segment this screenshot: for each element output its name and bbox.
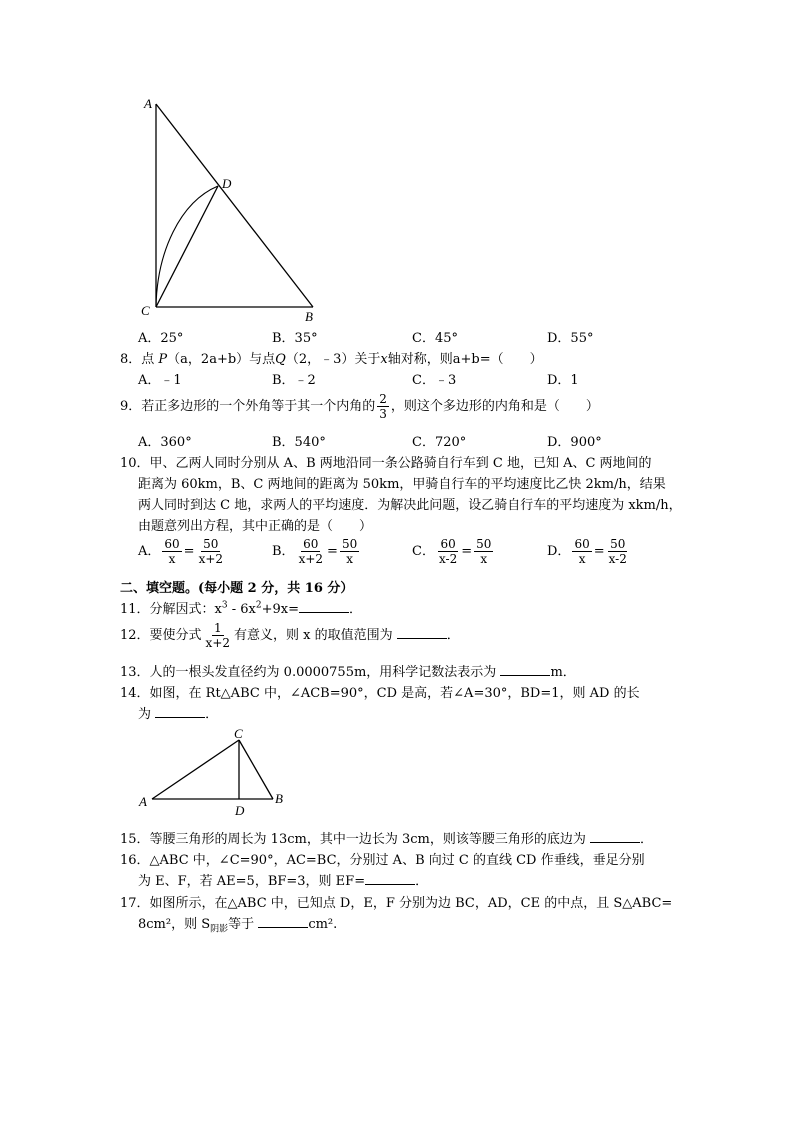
q10-c-rd: x (480, 552, 488, 566)
q10-option-c-label: C． (412, 544, 435, 559)
question-9 (120, 392, 599, 421)
q9-frac-num: 2 (379, 392, 387, 406)
q7-option-a: A．25° (138, 331, 184, 346)
q9-fraction (377, 392, 389, 421)
q16-line-2-text: 为 E、F，若 AE=5，BF=3，则 EF= (138, 874, 366, 889)
q8-tail: 轴对称，则a+b=（ ） (387, 352, 543, 367)
question-11 (120, 598, 362, 617)
q10-a-left-frac (162, 537, 181, 566)
q10-d-ln: 60 (574, 537, 590, 551)
q10-b-right-frac (340, 537, 359, 566)
q10-c-ld: x-2 (438, 552, 458, 566)
q10-d-left-frac (572, 537, 591, 566)
q10-a-ld: x (168, 552, 176, 566)
segment-ac (152, 740, 239, 799)
q10-line-3: 两人同时到达 C 地，求两人的平均速度．为解决此问题，设乙骑自行车的平均速度为 xkm/h， (138, 498, 682, 513)
label-b: B (275, 791, 283, 806)
q10-c-left-frac (437, 537, 459, 566)
q17-sub: 阴影 (210, 924, 229, 935)
q14-line-2-text: 为 (138, 707, 152, 722)
question-8 (120, 348, 543, 367)
q17-line-1: 17．如图所示，在△ABC 中，已知点 D，E，F 分别为边 BC，AD，CE 的中点，且 S△ABC= (120, 896, 673, 911)
question-15 (120, 828, 653, 847)
q10-c-right-frac (474, 537, 493, 566)
q17-line-2b: 等于 (228, 917, 255, 932)
q11-after: +9x= (261, 602, 299, 617)
q11-before: 11．分解因式：x (120, 602, 222, 617)
q10-a-rn: 50 (203, 537, 219, 551)
figure-triangle-abc-arc (135, 92, 335, 327)
q15-before: 15．等腰三角形的周长为 13cm，其中一边长为 3cm，则该等腰三角形的底边为 (120, 832, 586, 847)
q10-d-rd: x-2 (608, 552, 627, 566)
q8-option-b: B．﹣2 (272, 373, 316, 388)
segment-ab (156, 104, 313, 307)
q8-option-c: C．﹣3 (412, 373, 457, 388)
q9-text-after: ，则这个多边形的内角和是（ ） (390, 399, 599, 414)
q10-c-eq: = (461, 544, 473, 559)
q10-option-a-label: A． (138, 544, 161, 559)
q12-frac-num: 1 (213, 621, 222, 635)
q12-frac-den: x+2 (205, 636, 231, 650)
q17-answer-blank[interactable] (258, 915, 308, 928)
label-d: D (222, 176, 232, 191)
q10-c-rn: 50 (476, 537, 492, 551)
q10-b-eq: = (327, 544, 338, 559)
q10-option-c (412, 537, 495, 566)
q16-end: ． (415, 874, 429, 889)
figure-right-triangle-altitude (135, 726, 295, 821)
q12-after: 有意义，则 x 的取值范围为 (234, 628, 393, 643)
q10-option-d (547, 537, 631, 566)
q10-a-ln: 60 (164, 537, 180, 551)
q10-d-eq: = (593, 544, 605, 559)
q8-option-a: A．﹣1 (138, 373, 182, 388)
q13-answer-blank[interactable] (500, 663, 550, 676)
q11-answer-blank[interactable] (299, 600, 349, 613)
q10-b-left-frac (297, 537, 325, 566)
q9-option-b: B．540° (272, 435, 326, 450)
q9-option-c: C．720° (412, 435, 467, 450)
q10-a-rd: x+2 (198, 552, 224, 566)
q14-answer-blank[interactable] (155, 705, 205, 718)
q12-answer-blank[interactable] (397, 626, 447, 639)
label-a: A (144, 96, 152, 111)
q9-text-before: 9．若正多边形的一个外角等于其一个内角的 (120, 399, 376, 414)
q10-option-d-label: D． (547, 544, 571, 559)
q8-point-q: Q (275, 352, 286, 367)
q10-d-ld: x (578, 552, 586, 566)
q10-b-rn: 50 (341, 537, 358, 551)
q7-option-c: C．45° (412, 331, 458, 346)
q10-d-rn: 50 (610, 537, 626, 551)
q10-option-a (138, 537, 227, 566)
q16-line-1: 16．△ABC 中，∠C=90°，AC=BC，分别过 A、B 向过 C 的直线 CD 作垂线，垂足分别 (120, 853, 645, 868)
q15-answer-blank[interactable] (590, 830, 640, 843)
q7-option-b: B．35° (272, 331, 318, 346)
q11-sup-1: 3 (221, 600, 228, 611)
q8-coords-q: （2，﹣3）关于 (285, 352, 381, 367)
q8-point-p: P (158, 352, 168, 367)
q10-c-ln: 60 (440, 537, 456, 551)
q8-option-d: D．1 (547, 373, 579, 388)
q8-prefix: 8．点 (120, 352, 155, 367)
question-13 (120, 661, 576, 680)
label-d: D (235, 803, 245, 818)
section-2-title: 二、填空题。(每小题 2 分，共 16 分） (120, 581, 354, 596)
q16-answer-blank[interactable] (365, 872, 415, 885)
q17-line-2 (138, 913, 337, 935)
label-b: B (305, 309, 313, 324)
label-c: C (141, 303, 150, 318)
q10-line-1: 10．甲、乙两人同时分别从 A、B 两地沿同一条公路骑自行车到 C 地，已知 A、C 两地间的 (120, 456, 652, 471)
q8-axis: x (380, 352, 388, 367)
q10-line-2: 距离为 60km，B、C 两地间的距离为 50km，甲骑自行车的平均速度比乙快 2km/h，结果 (138, 477, 666, 492)
q12-before: 12．要使分式 (120, 628, 202, 643)
question-12 (120, 621, 460, 650)
q17-line-2a: 8cm²，则 S (138, 917, 211, 932)
label-c: C (234, 726, 243, 741)
q17-unit: cm². (308, 917, 338, 932)
label-a: A (139, 794, 147, 809)
q8-coords-p: （a，2a+b）与点 (167, 352, 276, 367)
q13-before: 13．人的一根头发直径约为 0.0000755m，用科学记数法表示为 (120, 665, 497, 680)
q14-end: ． (205, 707, 219, 722)
q10-a-right-frac (197, 537, 225, 566)
q10-b-rd: x (346, 552, 353, 566)
q10-b-ld: x+2 (298, 552, 324, 566)
q14-line-2 (138, 703, 218, 722)
q10-b-ln: 60 (303, 537, 319, 551)
q10-option-b-label: B． (272, 544, 295, 559)
q16-line-2 (138, 870, 428, 889)
segment-cb (239, 740, 273, 799)
q12-fraction (204, 621, 232, 650)
q10-a-eq: = (183, 544, 195, 559)
q10-option-b (272, 537, 361, 566)
q10-line-4: 由题意列出方程，其中正确的是（ ） (138, 519, 373, 534)
q13-unit: m． (550, 665, 576, 680)
q9-frac-den: 3 (379, 407, 387, 421)
q7-option-d: D．55° (547, 331, 594, 346)
q9-option-a: A．360° (138, 435, 192, 450)
q11-sup-2: 2 (255, 600, 262, 611)
segment-cd (156, 186, 218, 307)
q11-end: ． (349, 602, 363, 617)
q12-end: ． (446, 628, 460, 643)
q10-d-right-frac (607, 537, 629, 566)
q15-end: ． (639, 832, 653, 847)
q11-mid: - 6x (227, 602, 256, 617)
q14-line-1: 14．如图，在 Rt△ABC 中，∠ACB=90°，CD 是高，若∠A=30°，BD=1，则 AD 的长 (120, 686, 640, 701)
q9-option-d: D．900° (547, 435, 602, 450)
